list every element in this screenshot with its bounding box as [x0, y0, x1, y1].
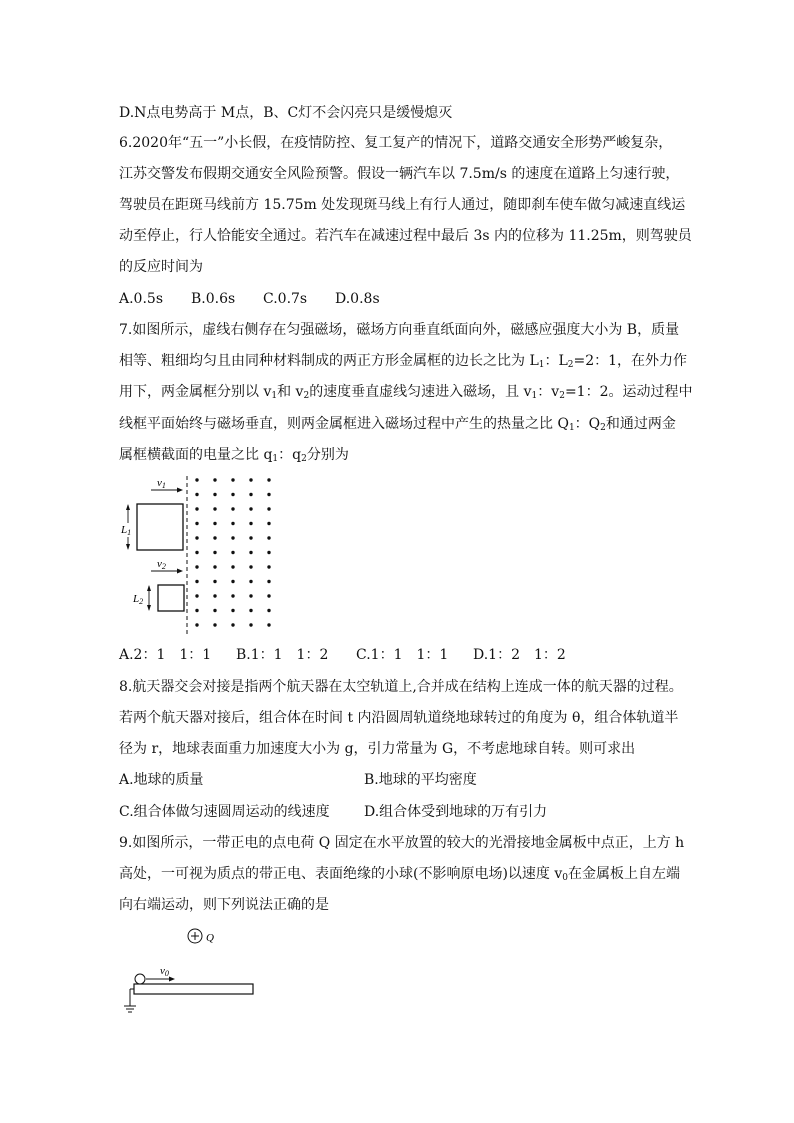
field-dot [249, 609, 252, 612]
q7-line: 相等、粗细均匀且由同种材料制成的两正方形金属框的边长之比为 $L_1$：$L_2=2$：1，在外力作 [119, 353, 688, 370]
field-dot [249, 565, 252, 568]
field-dot [267, 551, 270, 554]
q9-line: 9.如图所示，一带正电的点电荷 Q 固定在水平放置的较大的光滑接地金属板中点正，上方 h [119, 835, 685, 851]
field-dot [195, 609, 198, 612]
field-dot [249, 551, 252, 554]
q8-options-row2 [119, 802, 547, 822]
field-dot [249, 536, 252, 539]
q6-line: 动至停止，行人恰能安全通过。若汽车在减速过程中最后 3s 内的位移为 11.25m，则驾驶员 [119, 228, 692, 244]
q6-option-c: C.0.7s [263, 291, 308, 307]
q7-line: 用下，两金属框分别以 $v_1$和 $v_2$的速度垂直虚线匀速进入磁场，且 $v_1$：$v_2=1$：2。运动过程中 [119, 384, 693, 401]
metal-plate [134, 984, 253, 994]
field-dot [231, 478, 234, 481]
L1-arrowhead-top [126, 504, 130, 510]
field-dot [213, 551, 216, 554]
field-dot [195, 623, 198, 626]
field-dot [195, 478, 198, 481]
field-dot [231, 551, 234, 554]
field-dot [213, 536, 216, 539]
q8-option-b: B.地球的平均密度 [364, 772, 477, 788]
L1-arrowhead-bottom [126, 544, 130, 550]
q6-line: 6.2020年“五一”小长假，在疫情防控、复工复产的情况下，道路交通安全形势严峻复杂， [119, 135, 673, 151]
field-dot [249, 594, 252, 597]
q6-line: 驾驶员在距斑马线前方 15.75m 处发现斑马线上有行人通过，随即刹车使车做匀减速直线运 [119, 197, 686, 213]
field-dot [231, 580, 234, 583]
q6-line: 的反应时间为 [119, 259, 203, 275]
field-dot [249, 522, 252, 525]
q7-line: 线框平面始终与磁场垂直，则两金属框进入磁场过程中产生的热量之比 $Q_1$：$Q_2$和通过两金 [119, 416, 676, 433]
q7-option-d: D.1：2 1：2 [473, 647, 566, 663]
field-dot [231, 507, 234, 510]
frame-1-square [137, 504, 183, 550]
q6-option-d: D.0.8s [335, 291, 380, 307]
v2-arrowhead [177, 569, 183, 574]
field-dot [213, 478, 216, 481]
q8-option-d: D.组合体受到地球的万有引力 [364, 804, 548, 820]
charge-Q-label: Q [206, 932, 214, 944]
field-dot [231, 536, 234, 539]
L1-label: L1 [121, 524, 132, 537]
field-dot [195, 522, 198, 525]
field-dot [231, 594, 234, 597]
q9-line: 向右端运动，则下列说法正确的是 [119, 897, 329, 913]
field-dot [267, 507, 270, 510]
q7-line: 属框横截面的电量之比 $q_1$：$q_2$分别为 [119, 447, 349, 464]
field-dot [195, 551, 198, 554]
field-dot [249, 493, 252, 496]
q9-charge-plate-figure [120, 920, 260, 1020]
field-dot [213, 609, 216, 612]
q9-line: 高处，一可视为质点的带正电、表面绝缘的小球(不影响原电场)以速度 $v_0$在金属板上自左端 [119, 866, 681, 883]
L2-label: L2 [133, 593, 144, 606]
field-dot [195, 507, 198, 510]
q5-option-d: D.N点电势高于 M点，B、C灯不会闪亮只是缓慢熄灭 [119, 105, 453, 121]
field-dot [249, 478, 252, 481]
v2-label: v2 [157, 558, 166, 571]
v0-label: v0 [160, 965, 169, 978]
field-dot [195, 565, 198, 568]
q8-option-c: C.组合体做匀速圆周运动的线速度 [119, 804, 330, 820]
field-dot [231, 493, 234, 496]
v1-arrowhead [177, 488, 183, 493]
q7-option-a: A.2：1 1：1 [119, 647, 212, 663]
field-dot [195, 493, 198, 496]
field-dot [195, 580, 198, 583]
q7-magnetic-field-figure [115, 472, 285, 637]
L2-arrowhead-bottom [147, 605, 151, 611]
magnetic-field-dots [195, 478, 270, 626]
q6-line: 江苏交警发布假期交通安全风险预警。假设一辆汽车以 7.5m/s 的速度在道路上匀速行驶， [119, 166, 680, 182]
field-dot [249, 507, 252, 510]
field-dot [231, 623, 234, 626]
v0-arrowhead [169, 977, 175, 982]
field-dot [231, 522, 234, 525]
field-dot [213, 493, 216, 496]
q8-line: 径为 r，地球表面重力加速度大小为 g，引力常量为 G，不考虑地球自转。则可求出 [119, 741, 636, 757]
field-dot [267, 609, 270, 612]
field-dot [267, 565, 270, 568]
field-dot [213, 522, 216, 525]
q8-line: 若两个航天器对接后，组合体在时间 t 内沿圆周轨道绕地球转过的角度为 θ，组合体轨道半 [119, 710, 679, 726]
field-dot [267, 478, 270, 481]
field-dot [267, 594, 270, 597]
field-dot [249, 623, 252, 626]
q8-options-row1 [119, 770, 477, 790]
q8-option-a: A.地球的质量 [119, 772, 204, 788]
q7-option-c: C.1：1 1：1 [356, 647, 449, 663]
q7-options [119, 645, 566, 665]
q7-line: 7.如图所示，虚线右侧存在匀强磁场，磁场方向垂直纸面向外，磁感应强度大小为 B，质量 [119, 322, 680, 338]
field-dot [249, 580, 252, 583]
q6-option-b: B.0.6s [191, 291, 236, 307]
field-dot [231, 609, 234, 612]
field-dot [267, 536, 270, 539]
field-dot [213, 623, 216, 626]
field-dot [213, 507, 216, 510]
q6-options [119, 289, 380, 309]
frame-2-square [158, 585, 184, 611]
field-dot [267, 580, 270, 583]
field-dot [213, 594, 216, 597]
field-dot [213, 565, 216, 568]
field-dot [195, 536, 198, 539]
L2-arrowhead-top [147, 585, 151, 591]
field-dot [195, 594, 198, 597]
q6-option-a: A.0.5s [119, 291, 164, 307]
field-dot [267, 493, 270, 496]
field-dot [213, 580, 216, 583]
field-dot [267, 522, 270, 525]
q8-line: 8.航天器交会对接是指两个航天器在太空轨道上,合并成在结构上连成一体的航天器的过程。 [119, 679, 683, 695]
field-dot [267, 623, 270, 626]
field-dot [231, 565, 234, 568]
small-ball [135, 974, 145, 984]
v1-label: v1 [157, 477, 166, 490]
q7-option-b: B.1：1 1：2 [236, 647, 329, 663]
